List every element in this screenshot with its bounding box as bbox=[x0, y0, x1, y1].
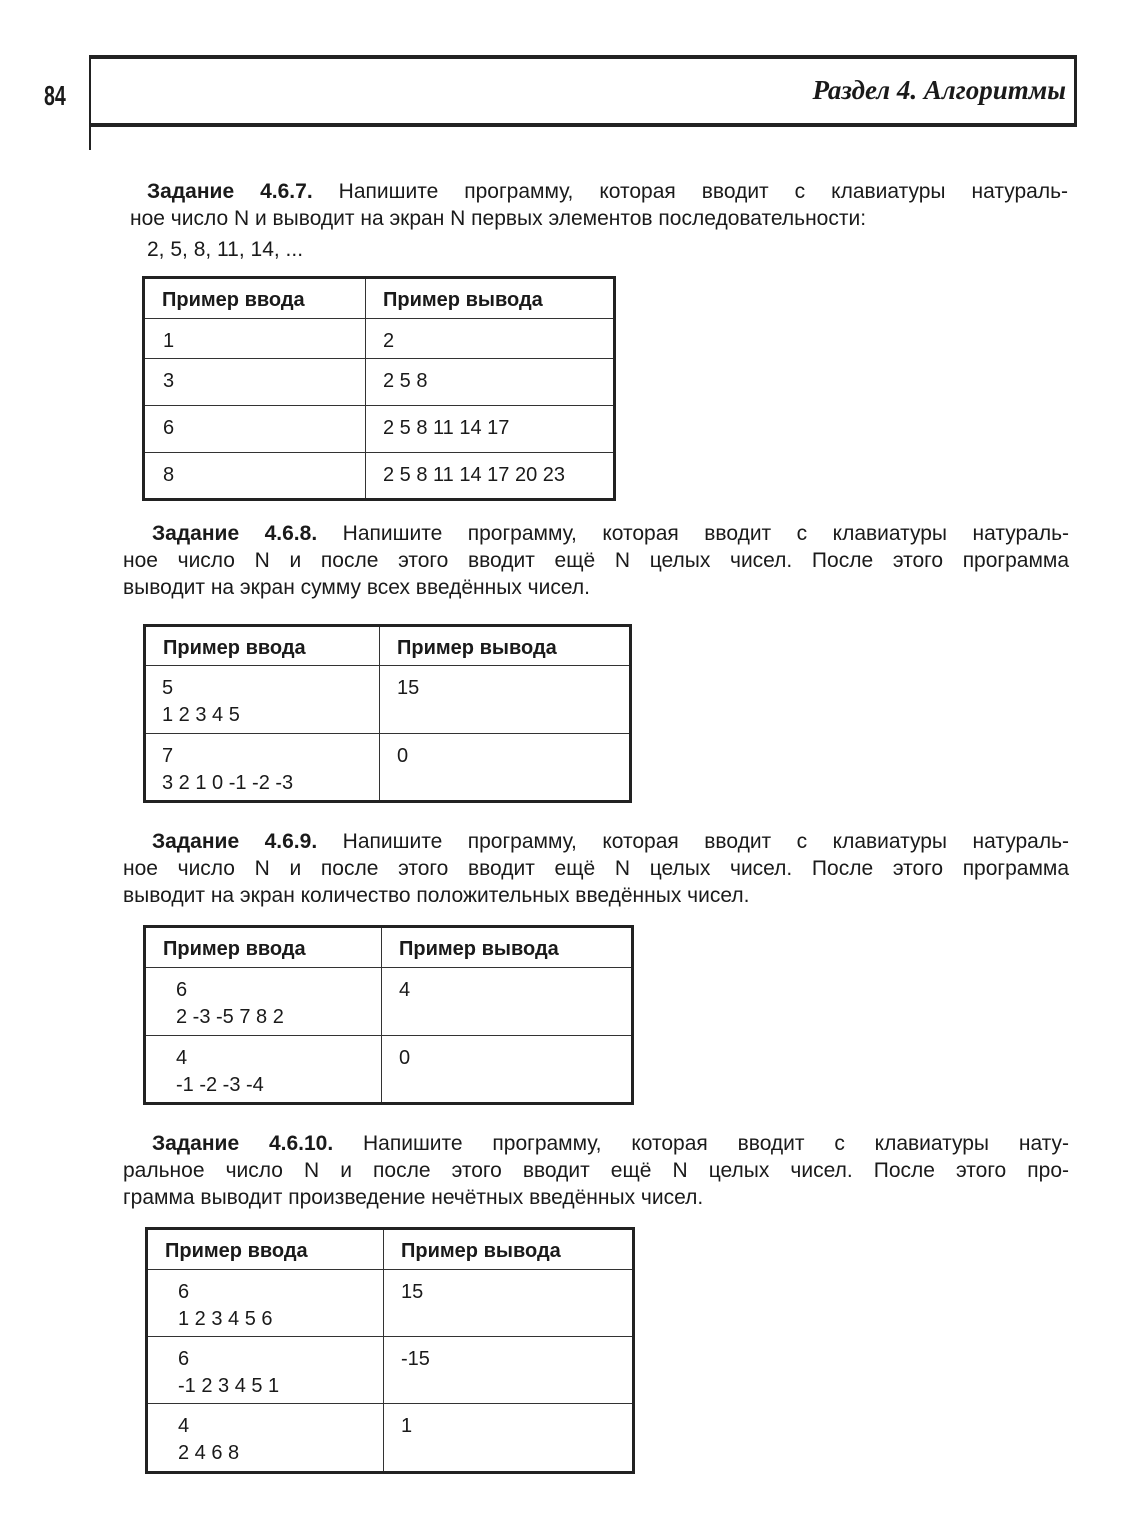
input-cell bbox=[145, 1036, 382, 1104]
input-line: -1 -2 -3 -4 bbox=[176, 1074, 264, 1096]
task-text-line bbox=[123, 1130, 1069, 1157]
header-input: Пример ввода bbox=[147, 1229, 384, 1270]
input-line: 3 bbox=[163, 370, 175, 392]
header-input: Пример ввода bbox=[145, 626, 380, 666]
output-cell: 2 5 8 bbox=[366, 359, 615, 406]
task-description bbox=[123, 520, 1069, 601]
input-cell bbox=[147, 1404, 384, 1473]
output-cell: 1 bbox=[384, 1404, 634, 1473]
output-cell: 15 bbox=[380, 666, 631, 734]
input-line: 1 2 3 4 5 6 bbox=[178, 1308, 273, 1330]
input-cell bbox=[147, 1270, 384, 1337]
header-divider bbox=[89, 120, 91, 150]
task-description bbox=[123, 828, 1069, 909]
table-row bbox=[147, 1337, 634, 1404]
running-header bbox=[89, 55, 1077, 127]
task-text-line bbox=[123, 520, 1069, 547]
task-text-line: выводит на экран сумму всех введённых чисел. bbox=[123, 576, 590, 599]
input-line: 8 bbox=[163, 464, 175, 486]
input-cell bbox=[144, 319, 366, 359]
input-cell bbox=[144, 406, 366, 453]
output-cell: 15 bbox=[384, 1270, 634, 1337]
input-cell bbox=[145, 968, 382, 1036]
task-text-line: ное число N и после этого вводит ещё N целых чисел. После этого программа bbox=[123, 857, 1069, 880]
output-cell: 0 bbox=[380, 734, 631, 802]
input-line: 4 bbox=[178, 1415, 190, 1437]
task-label: Задание 4.6.10. bbox=[152, 1132, 334, 1155]
example-table bbox=[142, 276, 616, 501]
header-output: Пример вывода bbox=[382, 927, 633, 968]
input-line: 4 bbox=[176, 1047, 188, 1069]
input-line: 1 bbox=[163, 330, 175, 352]
output-cell: -15 bbox=[384, 1337, 634, 1404]
table-row bbox=[145, 968, 633, 1036]
input-line: 6 bbox=[163, 417, 175, 439]
output-cell: 4 bbox=[382, 968, 633, 1036]
input-line: 6 bbox=[176, 979, 188, 1001]
table-row bbox=[145, 734, 631, 802]
input-line: 3 2 1 0 -1 -2 -3 bbox=[162, 772, 294, 794]
example-table bbox=[143, 624, 632, 803]
output-cell: 0 bbox=[382, 1036, 633, 1104]
task-text: Напишите программу, которая вводит с клавиатуры натураль- bbox=[338, 180, 1068, 203]
input-line: 5 bbox=[162, 677, 174, 699]
task-description bbox=[130, 178, 1068, 232]
output-cell: 2 5 8 11 14 17 bbox=[366, 406, 615, 453]
input-cell bbox=[144, 359, 366, 406]
task-text-line: грамма выводит произведение нечётных введённых чисел. bbox=[123, 1186, 704, 1209]
task-description bbox=[123, 1130, 1069, 1211]
input-cell bbox=[147, 1337, 384, 1404]
input-cell bbox=[144, 453, 366, 500]
task-text-line bbox=[123, 828, 1069, 855]
task-text-line bbox=[130, 178, 1068, 205]
output-cell: 2 bbox=[366, 319, 615, 359]
input-cell bbox=[145, 666, 380, 734]
table-header-row bbox=[145, 927, 633, 968]
example-table bbox=[143, 925, 634, 1105]
task-text-line: выводит на экран количество положительных введённых чисел. bbox=[123, 884, 750, 907]
input-line: 2 4 6 8 bbox=[178, 1442, 240, 1464]
header-input: Пример ввода bbox=[145, 927, 382, 968]
input-line: 6 bbox=[178, 1281, 190, 1303]
page-number: 84 bbox=[44, 80, 66, 111]
section-title: Раздел 4. Алгоритмы bbox=[812, 75, 1066, 105]
task-text-line: ральное число N и после этого вводит ещё N целых чисел. После этого про- bbox=[123, 1159, 1069, 1182]
header-output: Пример вывода bbox=[380, 626, 631, 666]
output-cell: 2 5 8 11 14 17 20 23 bbox=[366, 453, 615, 500]
table-row bbox=[147, 1404, 634, 1473]
table-header-row bbox=[147, 1229, 634, 1270]
input-cell bbox=[145, 734, 380, 802]
table-header-row bbox=[144, 278, 615, 319]
header-output: Пример вывода bbox=[384, 1229, 634, 1270]
header-output: Пример вывода bbox=[366, 278, 615, 319]
table-row bbox=[145, 1036, 633, 1104]
sequence-text: 2, 5, 8, 11, 14, ... bbox=[147, 238, 304, 261]
task-text: Напишите программу, которая вводит с клавиатуры нату- bbox=[363, 1132, 1070, 1155]
example-table bbox=[145, 1227, 635, 1474]
task-text: Напишите программу, которая вводит с клавиатуры натураль- bbox=[342, 830, 1069, 853]
task-label: Задание 4.6.7. bbox=[147, 180, 313, 203]
table-header-row bbox=[145, 626, 631, 666]
task-text-line: ное число N и выводит на экран N первых элементов последовательности: bbox=[130, 207, 867, 230]
task-text-line: ное число N и после этого вводит ещё N целых чисел. После этого программа bbox=[123, 549, 1069, 572]
header-input: Пример ввода bbox=[144, 278, 366, 319]
task-text: Напишите программу, которая вводит с клавиатуры натураль- bbox=[342, 522, 1069, 545]
input-line: 2 -3 -5 7 8 2 bbox=[176, 1006, 284, 1028]
table-row bbox=[144, 453, 615, 500]
task-label: Задание 4.6.8. bbox=[152, 522, 318, 545]
input-line: -1 2 3 4 5 1 bbox=[178, 1375, 280, 1397]
task-label: Задание 4.6.9. bbox=[152, 830, 318, 853]
table-row bbox=[144, 319, 615, 359]
table-row bbox=[147, 1270, 634, 1337]
table-row bbox=[144, 359, 615, 406]
table-row bbox=[145, 666, 631, 734]
input-line: 6 bbox=[178, 1348, 190, 1370]
input-line: 7 bbox=[162, 745, 174, 767]
input-line: 1 2 3 4 5 bbox=[162, 704, 240, 726]
table-row bbox=[144, 406, 615, 453]
